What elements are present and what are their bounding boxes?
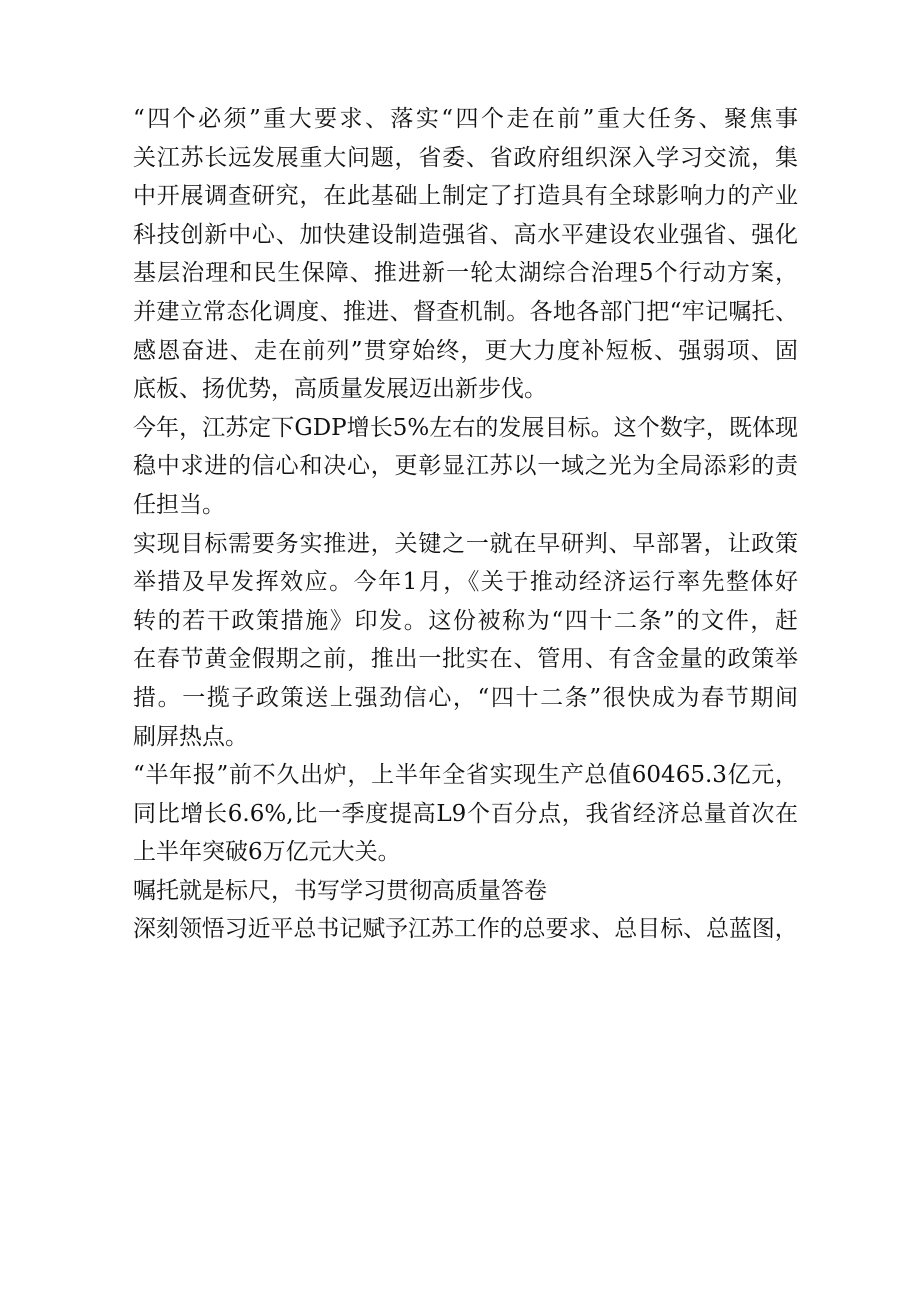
- text-line: 举措及早发挥效应。今年1月，《关于推动经济运行率先整体好: [133, 569, 798, 596]
- text-line: “半年报”前不久出炉，上半年全省实现生产总值60465.3亿元，: [133, 762, 798, 789]
- text-line: 基层治理和民生保障、推进新一轮太湖综合治理5个行动方案，: [133, 260, 798, 287]
- text-line: 在春节黄金假期之前，推出一批实在、管用、有含金量的政策举: [133, 646, 798, 673]
- paragraph-policy-measures: [133, 525, 798, 757]
- text-line: 感恩奋进、走在前列”贯穿始终，更大力度补短板、强弱项、固: [133, 337, 798, 364]
- text-line: 中开展调查研究，在此基础上制定了打造具有全球影响力的产业: [133, 183, 798, 210]
- section-heading: [133, 872, 798, 911]
- text-line: “四个必须”重大要求、落实“四个走在前”重大任务、聚焦事: [133, 106, 798, 132]
- text-line: 并建立常态化调度、推进、督查机制。各地各部门把“牢记嘱托、: [133, 298, 798, 325]
- text-line: 刷屏热点。: [133, 723, 248, 750]
- text-line: 深刻领悟习近平总书记赋予江苏工作的总要求、总目标、总蓝图，: [133, 916, 798, 943]
- text-line: 转的若干政策措施》印发。这份被称为“四十二条”的文件，赶: [133, 607, 798, 634]
- text-line: 上半年突破6万亿元大关。: [133, 839, 401, 866]
- text-line: 底板、扬优势，高质量发展迈出新步伐。: [133, 376, 547, 403]
- text-line: 同比增长6.6%,比一季度提高L9个百分点，我省经济总量首次在: [133, 800, 798, 827]
- text-line: 关江苏长远发展重大问题，省委、省政府组织深入学习交流，集: [133, 144, 798, 171]
- paragraph-continuation: [133, 910, 798, 949]
- paragraph-gdp-target: [133, 409, 798, 525]
- text-line: 实现目标需要务实推进，关键之一就在早研判、早部署，让政策: [133, 530, 798, 557]
- document-body: [133, 100, 798, 949]
- text-line: 任担当。: [133, 491, 225, 518]
- text-line: 措。一揽子政策送上强劲信心，“四十二条”很快成为春节期间: [133, 684, 798, 711]
- paragraph-half-year-report: [133, 756, 798, 872]
- text-line: 稳中求进的信心和决心，更彰显江苏以一域之光为全局添彩的责: [133, 453, 798, 480]
- text-line: 科技创新中心、加快建设制造强省、高水平建设农业强省、强化: [133, 221, 798, 248]
- paragraph-action-plans: [133, 100, 798, 409]
- text-line: 嘱托就是标尺，书写学习贯彻高质量答卷: [133, 877, 547, 904]
- text-line: 今年，江苏定下GDP增长5%左右的发展目标。这个数字，既体现: [133, 414, 798, 441]
